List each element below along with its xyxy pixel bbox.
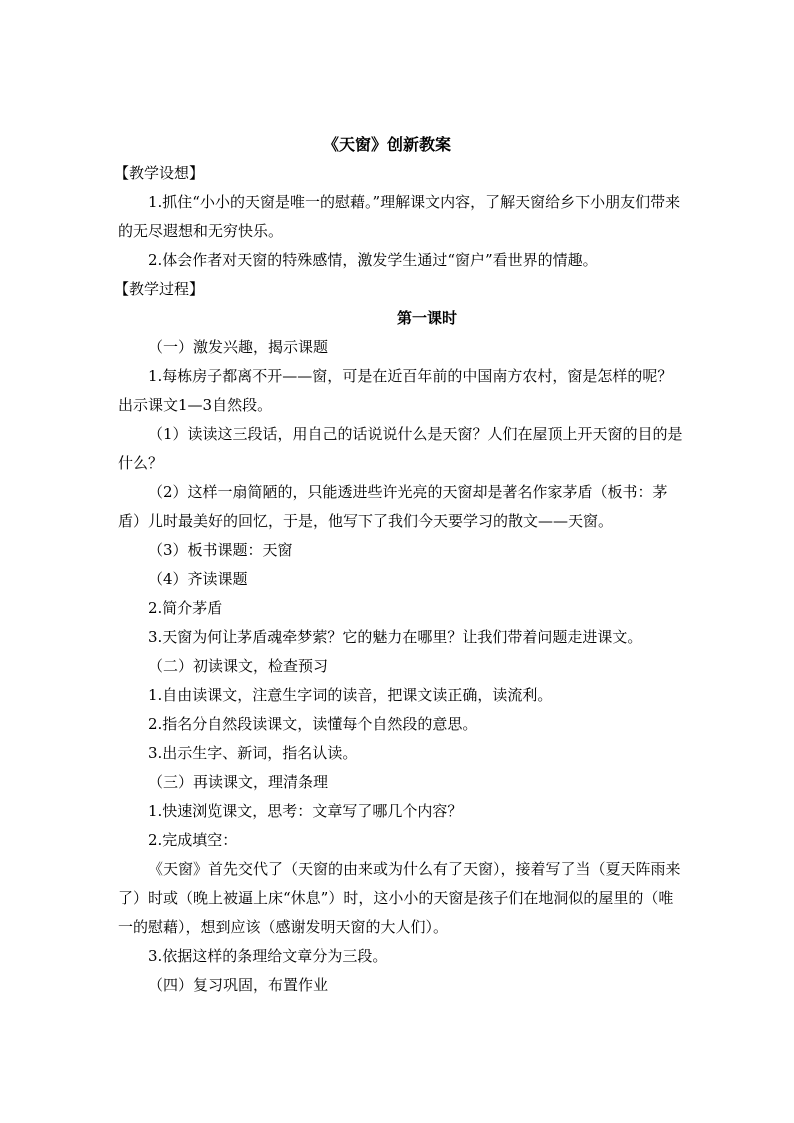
part1-heading: （一）激发兴趣，揭示课题: [148, 338, 329, 356]
part3-item-2: 2.完成填空：: [148, 831, 238, 849]
section-heading-process: 【教学过程】: [114, 280, 205, 298]
document-page: [114, 130, 684, 1000]
part1-item-5: （4）齐读课题: [148, 570, 248, 588]
part1-item-2: （1）读读这三段话，用自己的话说说什么是天窗？人们在屋顶上开天窗的目的是什么？: [118, 425, 683, 472]
part3-heading: （三）再读课文，理清条理: [148, 773, 329, 791]
part1-item-6: 2.简介茅盾: [148, 599, 223, 617]
part3-item-1: 1.快速浏览课文，思考：文章写了哪几个内容？: [148, 802, 463, 820]
part1-item-7: 3.天窗为何让茅盾魂牵梦萦？它的魅力在哪里？让我们带着问题走进课文。: [148, 628, 643, 646]
part3-item-4: 3.依据这样的条理给文章分为三段。: [148, 947, 388, 965]
section-heading-design: 【教学设想】: [114, 164, 205, 182]
design-item-1: 1.抓住“小小的天窗是唯一的慰藉。”理解课文内容，了解天窗给乡下小朋友们带来的无尽遐想和无穷快乐。: [118, 193, 681, 240]
part2-item-1: 1.自由读课文，注意生字词的读音，把课文读正确，读流利。: [148, 686, 553, 704]
document-title: 《天窗》创新教案: [322, 135, 451, 154]
part4-heading: （四）复习巩固，布置作业: [148, 976, 329, 994]
part2-item-3: 3.出示生字、新词，指名认读。: [148, 744, 358, 762]
part3-item-3: 《天窗》首先交代了（天窗的由来或为什么有了天窗），接着写了当（夏天阵雨来了）时或（晚上被逼上床“休息”）时，这小小的天窗是孩子们在地洞似的屋里的（唯一的慰藉），想到应该（感谢发明天窗的大人们）。: [118, 860, 681, 936]
part1-item-1: 1.每栋房子都离不开——窗，可是在近百年前的中国南方农村，窗是怎样的呢？出示课文1—3自然段。: [118, 367, 673, 414]
part2-item-2: 2.指名分自然段读课文，读懂每个自然段的意思。: [148, 715, 478, 733]
part1-item-4: （3）板书课题：天窗: [148, 541, 293, 559]
part2-heading: （二）初读课文，检查预习: [148, 657, 329, 675]
design-item-2: 2.体会作者对天窗的特殊感情，激发学生通过“窗户”看世界的情趣。: [148, 251, 598, 269]
part1-item-3: （2）这样一扇简陋的，只能透进些许光亮的天窗却是著名作家茅盾（板书：茅盾）儿时最美好的回忆，于是，他写下了我们今天要学习的散文——天窗。: [118, 483, 668, 530]
lesson-title: 第一课时: [396, 309, 457, 327]
